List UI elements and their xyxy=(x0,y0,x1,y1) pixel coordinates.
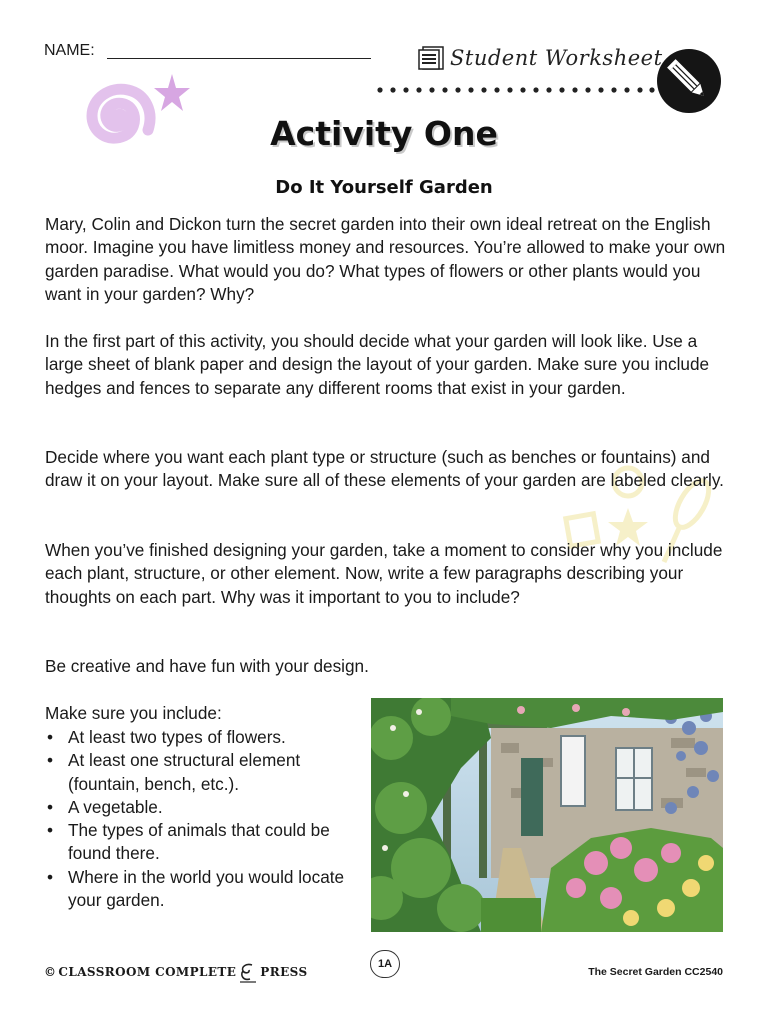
worksheet-heading xyxy=(418,46,663,70)
paragraph-reflection: When you’ve finished designing your garden, take a moment to consider why you include each plant, structure, or other element. Now, write a few paragraphs describing your thoughts on each part. Why was it important to you to include? xyxy=(45,540,723,607)
list-item: • At least two types of flowers. xyxy=(45,726,355,749)
list-item: • A vegetable. xyxy=(45,796,355,819)
list-item: • The types of animals that could be found there. xyxy=(45,819,355,866)
name-field[interactable] xyxy=(107,58,371,59)
page-subtitle: Do It Yourself Garden xyxy=(275,177,493,198)
include-heading: Make sure you include: xyxy=(45,703,222,723)
worksheet-label: Student Worksheet xyxy=(450,46,663,70)
list-item: • At least one structural element (fountain, bench, etc.). xyxy=(45,749,355,796)
pencil-icon xyxy=(656,48,722,114)
paragraph-intro: Mary, Colin and Dickon turn the secret garden into their own ideal retreat on the English moor. Imagine you have limitless money and resources. You’re allowed to make your own garden paradise. What would you do? What types of flowers or other plants would you want in your garden? Why? xyxy=(45,214,726,304)
publisher-logo-icon xyxy=(238,961,258,983)
document-icon xyxy=(418,46,444,70)
dotted-rule xyxy=(376,86,656,94)
name-label: NAME: xyxy=(44,42,95,59)
paragraph-layout: In the first part of this activity, you should decide what your garden will look like. Use a large sheet of blank paper and design the layout of your garden. Make sure you include hedges and fences to separate any different rooms that exist in your garden. xyxy=(45,331,710,398)
publisher-name-a: CLASSROOM COMPLETE xyxy=(58,965,237,979)
page-number: 1A xyxy=(370,950,400,978)
list-item: • Where in the world you would locate your garden. xyxy=(45,866,355,913)
publisher-mark xyxy=(44,961,308,983)
page-title: Activity One xyxy=(270,114,498,153)
copyright-symbol: © xyxy=(44,965,57,979)
publisher-name-b: PRESS xyxy=(260,965,308,979)
garden-photo xyxy=(371,698,723,932)
include-list xyxy=(45,726,355,912)
book-code: The Secret Garden CC2540 xyxy=(588,966,723,978)
paragraph-creative: Be creative and have fun with your design. xyxy=(45,656,369,676)
paragraph-elements: Decide where you want each plant type or structure (such as benches or fountains) and draw it on your layout. Make sure all of these elements of your garden are labeled clearly. xyxy=(45,447,724,491)
